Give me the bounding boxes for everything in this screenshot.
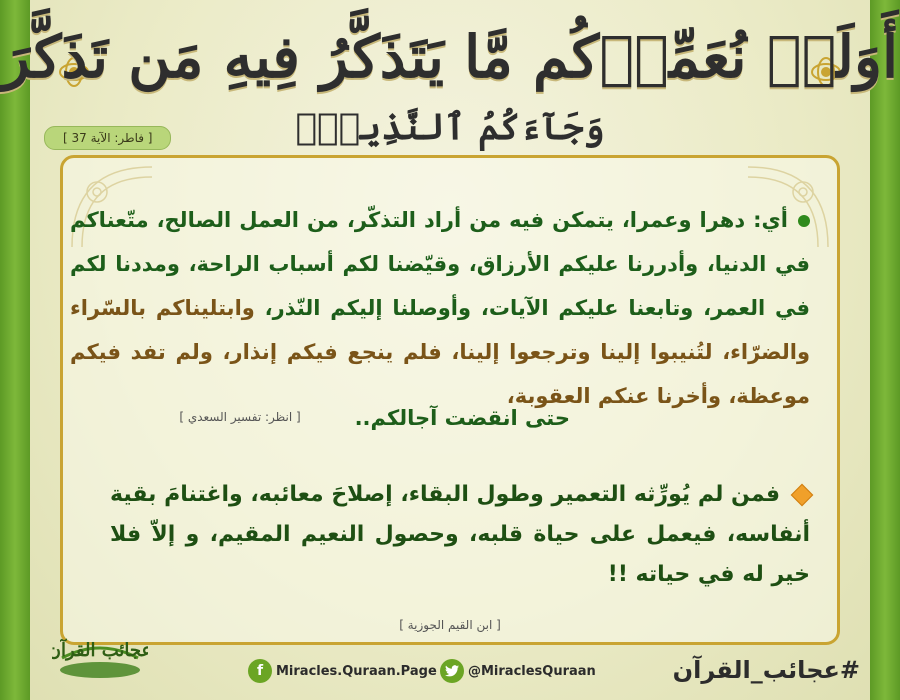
quote-source-reference: [ ابن القيم الجوزية ] <box>399 618 501 632</box>
tafsir-text-part1: أي: دهرا وعمرا، يتمكن فيه من أراد التذكّر، من العمل الصالح، متّعناكم في الدنيا، وأدررنا عليكم الأرزاق، وقيّضنا لكم أسباب الراحة، ومددنا لكم في العمر، وتابعنا عليكم الآيات، وأوصلنا إليكم النّذر، <box>70 208 811 320</box>
orange-diamond-icon <box>791 484 814 507</box>
facebook-link[interactable] <box>248 658 437 684</box>
green-bullet-icon <box>798 215 810 227</box>
hashtag[interactable]: #عجائب_القرآن <box>672 656 860 684</box>
tafsir-paragraph <box>70 198 810 418</box>
facebook-icon: f <box>248 659 272 683</box>
facebook-handle: Miracles.Quraan.Page <box>276 663 437 679</box>
tafsir-text-part2: وابتليناكم بالسّراء والضرّاء، لتُنيبوا إلينا وترجعوا إلينا، فلم ينجع فيكم إنذار، ولم تفد فيكم موعظة، وأخرنا عنكم العقوبة، <box>70 296 810 408</box>
quote-paragraph <box>110 475 810 595</box>
tafsir-ending-text: حتى انقضت آجالكم.. <box>354 406 570 430</box>
verse-sub-text: وَجَآءَكُمُ ٱلنَّذِيرُۖ <box>295 106 605 148</box>
verse-main-text: أَوَلَمۡ نُعَمِّرۡكُم مَّا يَتَذَكَّرُ فِيهِ مَن تَذَكَّرَ <box>1 23 899 91</box>
surah-reference-badge: [ فاطر: الآية 37 ] <box>44 126 171 150</box>
tafsir-source-reference: [ انظر: تفسير السعدي ] <box>179 410 301 424</box>
twitter-link[interactable] <box>440 658 596 684</box>
footer <box>0 650 900 700</box>
quote-text: فمن لم يُورِّثه التعمير وطول البقاء، إصلاحَ معائبه، واغتنامَ بقية أنفاسه، فيعمل على حياة قلبه، وحصول النعيم المقيم، و إلاّ فلا خير له في حياته !! <box>110 482 810 587</box>
twitter-bird-icon <box>440 659 464 683</box>
twitter-handle: @MiraclesQuraan <box>468 663 596 679</box>
logo-text: عجائب القرآن <box>52 640 148 661</box>
